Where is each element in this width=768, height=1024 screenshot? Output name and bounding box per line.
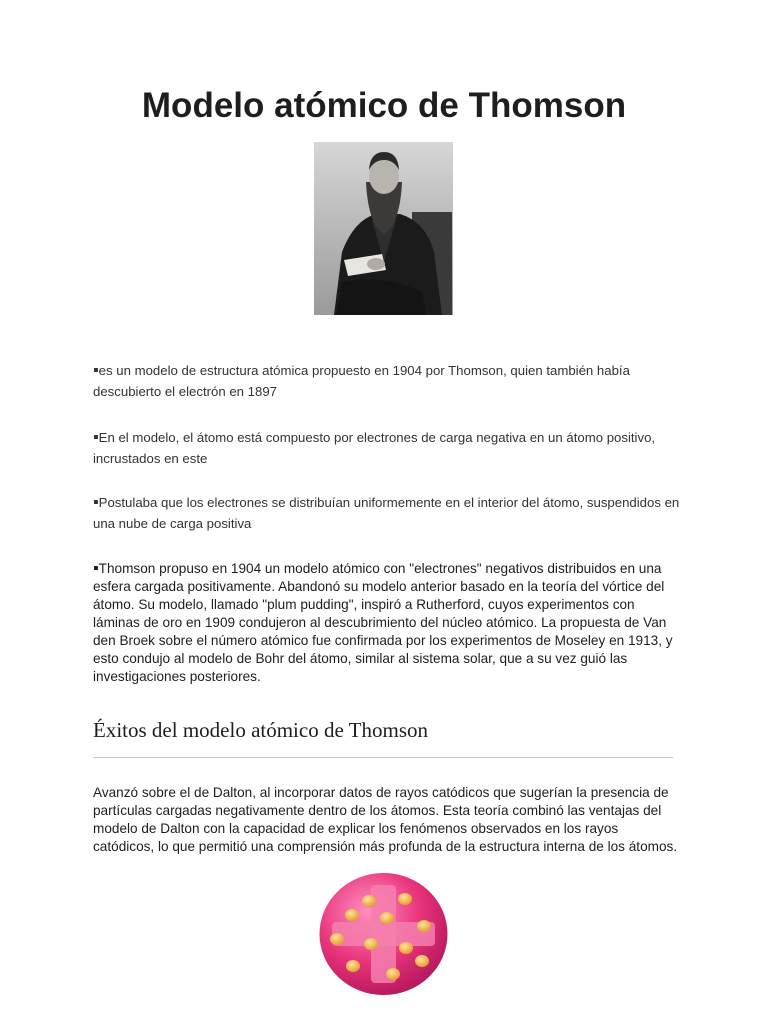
bullet-text: Thomson propuso en 1904 un modelo atómico con "electrones" negativos distribuidos en una esfera cargada positivamente. Abandonó su modelo anterior basado en la teoría del vórtice del átomo. Su modelo, llamado "plum pudding", inspiró a Rutherford, cuyos experimentos con láminas de oro en 1909 condujeron al descubrimiento del núcleo atómico. La propuesta de Van den Broek sobre el número atómico fue confirmada por los experimentos de Moseley en 1913, y esto condujo al modelo de Bohr del átomo, similar al sistema solar, que a su vez guió las investigaciones posteriores.	[93, 561, 673, 684]
thomson-portrait-image	[314, 142, 453, 315]
page-title: Modelo atómico de Thomson	[141, 86, 627, 125]
section-heading: Éxitos del modelo atómico de Thomson	[93, 718, 428, 742]
bullet-paragraph-4	[93, 560, 683, 686]
bullet-paragraph-2	[93, 427, 683, 469]
bullet-text: En el modelo, el átomo está compuesto por electrones de carga negativa en un átomo positivo, incrustados en este	[93, 430, 656, 466]
bullet-paragraph-3	[93, 492, 683, 534]
section-body: Avanzó sobre el de Dalton, al incorporar datos de rayos catódicos que sugerían la presencia de partículas cargadas negativamente dentro de los átomos. Esta teoría combinó las ventajas del modelo de Dalton con la capacidad de explicar los fenómenos observados en los rayos catódicos, lo que permitió una comprensión más profunda de la estructura interna de los átomos.	[93, 785, 678, 854]
bullet-text: Postulaba que los electrones se distribuían uniformemente en el interior del átomo, suspendidos en una nube de carga positiva	[93, 495, 680, 531]
bullet-marker: ▪	[93, 494, 99, 511]
bullet-marker: ▪	[93, 362, 99, 379]
plum-pudding-atom-image	[318, 871, 449, 997]
bullet-paragraph-1	[93, 360, 683, 402]
bullet-text: es un modelo de estructura atómica propuesto en 1904 por Thomson, quien también había descubierto el electrón en 1897	[93, 363, 630, 399]
bullet-marker: ▪	[93, 429, 99, 446]
bullet-marker: ▪	[93, 560, 99, 577]
section-divider	[93, 757, 673, 758]
